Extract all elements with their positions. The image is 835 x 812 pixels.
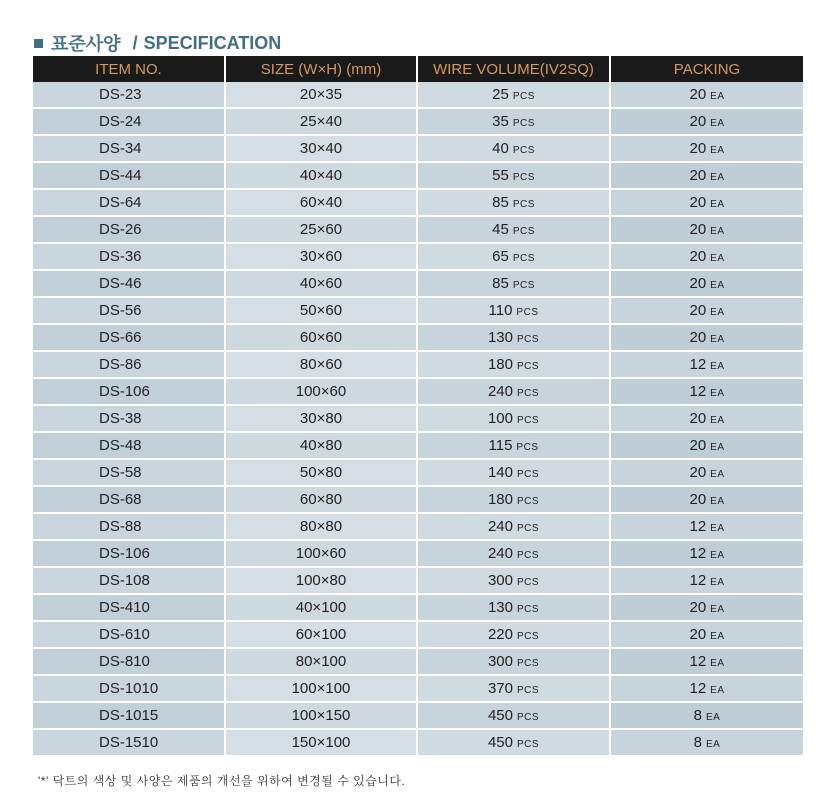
table-body [33, 82, 803, 756]
wire-volume-cell [417, 405, 610, 432]
header-row [33, 56, 803, 82]
size-cell: 60×60 [225, 324, 417, 351]
item-no-cell: DS-38 [33, 405, 225, 432]
packing-value: 12 [689, 383, 707, 400]
size-cell: 40×80 [225, 432, 417, 459]
packing-cell [610, 513, 803, 540]
header-packing: PACKING [610, 56, 803, 82]
packing-value: 12 [689, 518, 707, 535]
packing-value: 12 [689, 356, 707, 373]
wire-unit: PCS [516, 604, 540, 615]
wire-unit: PCS [516, 361, 540, 372]
item-no-cell: DS-108 [33, 567, 225, 594]
table-row [33, 432, 803, 459]
wire-volume-cell [417, 135, 610, 162]
packing-cell [610, 324, 803, 351]
packing-cell [610, 540, 803, 567]
packing-cell [610, 702, 803, 729]
wire-unit: PCS [516, 658, 540, 669]
item-no-cell: DS-810 [33, 648, 225, 675]
wire-unit: PCS [516, 469, 540, 480]
item-no-cell: DS-1015 [33, 702, 225, 729]
wire-volume-cell [417, 459, 610, 486]
wire-volume-value: 180 [487, 491, 513, 508]
size-cell: 40×60 [225, 270, 417, 297]
packing-value: 12 [689, 653, 707, 670]
wire-volume-value: 100 [487, 410, 513, 427]
item-no-cell: DS-48 [33, 432, 225, 459]
wire-volume-value: 240 [487, 383, 513, 400]
size-cell: 60×40 [225, 189, 417, 216]
item-no-cell: DS-66 [33, 324, 225, 351]
packing-cell [610, 567, 803, 594]
pack-unit: EA [710, 199, 725, 210]
packing-value: 20 [689, 329, 707, 346]
item-no-cell: DS-88 [33, 513, 225, 540]
header-item-no: ITEM NO. [33, 56, 225, 82]
wire-volume-value: 45 [492, 221, 509, 238]
wire-unit: PCS [516, 631, 540, 642]
wire-volume-cell [417, 108, 610, 135]
spec-table [33, 56, 803, 757]
packing-cell [610, 729, 803, 756]
table-row [33, 675, 803, 702]
pack-unit: EA [710, 361, 725, 372]
wire-unit: PCS [512, 226, 535, 237]
item-no-cell: DS-64 [33, 189, 225, 216]
size-cell: 30×40 [225, 135, 417, 162]
packing-value: 20 [689, 437, 707, 454]
packing-cell [610, 621, 803, 648]
pack-unit: EA [710, 172, 725, 183]
wire-volume-value: 130 [487, 329, 513, 346]
size-cell: 25×60 [225, 216, 417, 243]
item-no-cell: DS-58 [33, 459, 225, 486]
packing-cell [610, 243, 803, 270]
packing-cell [610, 648, 803, 675]
wire-unit: PCS [512, 280, 535, 291]
wire-volume-cell [417, 216, 610, 243]
item-no-cell: DS-610 [33, 621, 225, 648]
pack-unit: EA [710, 307, 725, 318]
wire-volume-value: 85 [492, 194, 509, 211]
size-cell: 40×40 [225, 162, 417, 189]
wire-volume-cell [417, 378, 610, 405]
wire-volume-value: 370 [487, 680, 513, 697]
size-cell: 100×100 [225, 675, 417, 702]
item-no-cell: DS-1510 [33, 729, 225, 756]
wire-volume-value: 300 [487, 653, 513, 670]
size-cell: 100×150 [225, 702, 417, 729]
item-no-cell: DS-86 [33, 351, 225, 378]
wire-unit: PCS [512, 172, 535, 183]
wire-volume-cell [417, 432, 610, 459]
wire-volume-value: 180 [487, 356, 513, 373]
table-row [33, 459, 803, 486]
packing-cell [610, 270, 803, 297]
item-no-cell: DS-1010 [33, 675, 225, 702]
packing-value: 20 [689, 113, 707, 130]
packing-value: 20 [689, 626, 707, 643]
item-no-cell: DS-68 [33, 486, 225, 513]
pack-unit: EA [710, 118, 725, 129]
table-row [33, 378, 803, 405]
pack-unit: EA [710, 334, 725, 345]
table-row [33, 108, 803, 135]
item-no-cell: DS-106 [33, 378, 225, 405]
wire-volume-value: 130 [487, 599, 513, 616]
pack-unit: EA [710, 145, 725, 156]
wire-volume-value: 450 [487, 734, 513, 751]
table-row [33, 486, 803, 513]
packing-value: 12 [689, 680, 707, 697]
table-row [33, 729, 803, 756]
size-cell: 150×100 [225, 729, 417, 756]
wire-volume-cell [417, 351, 610, 378]
wire-volume-value: 110 [488, 302, 513, 319]
item-no-cell: DS-46 [33, 270, 225, 297]
size-cell: 30×60 [225, 243, 417, 270]
wire-volume-value: 115 [488, 437, 513, 454]
wire-volume-cell [417, 621, 610, 648]
wire-unit: PCS [516, 523, 540, 534]
pack-unit: EA [710, 388, 725, 399]
table-row [33, 216, 803, 243]
table-row [33, 243, 803, 270]
pack-unit: EA [710, 523, 725, 534]
pack-unit: EA [710, 415, 725, 426]
table-row [33, 513, 803, 540]
wire-volume-cell [417, 648, 610, 675]
pack-unit: EA [710, 91, 725, 102]
packing-value: 8 [693, 734, 702, 751]
item-no-cell: DS-410 [33, 594, 225, 621]
item-no-cell: DS-106 [33, 540, 225, 567]
size-cell: 100×60 [225, 378, 417, 405]
size-cell: 60×100 [225, 621, 417, 648]
pack-unit: EA [710, 496, 725, 507]
pack-unit: EA [710, 604, 725, 615]
packing-value: 20 [689, 464, 707, 481]
packing-cell [610, 486, 803, 513]
pack-unit: EA [706, 739, 721, 750]
packing-value: 8 [693, 707, 702, 724]
packing-cell [610, 351, 803, 378]
wire-unit: PCS [512, 199, 535, 210]
item-no-cell: DS-36 [33, 243, 225, 270]
header-size: SIZE (W×H) (mm) [225, 56, 417, 82]
wire-unit: PCS [516, 307, 539, 318]
table-row [33, 324, 803, 351]
title-english: SPECIFICATION [143, 32, 282, 53]
table-row [33, 567, 803, 594]
pack-unit: EA [710, 469, 725, 480]
square-bullet-icon [34, 39, 43, 48]
size-cell: 30×80 [225, 405, 417, 432]
wire-unit: PCS [516, 739, 540, 750]
size-cell: 40×100 [225, 594, 417, 621]
table-row [33, 82, 803, 108]
table-row [33, 189, 803, 216]
wire-volume-value: 40 [492, 140, 509, 157]
table-row [33, 270, 803, 297]
table-row [33, 351, 803, 378]
wire-volume-value: 220 [487, 626, 513, 643]
wire-volume-cell [417, 675, 610, 702]
wire-volume-value: 140 [487, 464, 513, 481]
wire-volume-value: 25 [492, 86, 509, 103]
wire-volume-value: 300 [487, 572, 513, 589]
wire-unit: PCS [516, 712, 540, 723]
packing-cell [610, 135, 803, 162]
pack-unit: EA [706, 712, 721, 723]
table-row [33, 594, 803, 621]
wire-unit: PCS [516, 388, 540, 399]
packing-value: 20 [689, 194, 707, 211]
wire-volume-cell [417, 540, 610, 567]
wire-volume-cell [417, 702, 610, 729]
wire-unit: PCS [516, 496, 540, 507]
wire-volume-cell [417, 243, 610, 270]
pack-unit: EA [710, 577, 725, 588]
packing-cell [610, 675, 803, 702]
packing-value: 20 [689, 275, 707, 292]
wire-volume-value: 65 [492, 248, 509, 265]
packing-value: 20 [689, 221, 707, 238]
size-cell: 100×60 [225, 540, 417, 567]
wire-volume-cell [417, 189, 610, 216]
title-slash: / [132, 32, 138, 53]
table-row [33, 702, 803, 729]
packing-cell [610, 378, 803, 405]
item-no-cell: DS-56 [33, 297, 225, 324]
packing-value: 20 [689, 140, 707, 157]
size-cell: 80×100 [225, 648, 417, 675]
item-no-cell: DS-34 [33, 135, 225, 162]
wire-volume-cell [417, 486, 610, 513]
wire-volume-cell [417, 324, 610, 351]
item-no-cell: DS-26 [33, 216, 225, 243]
item-no-cell: DS-44 [33, 162, 225, 189]
pack-unit: EA [710, 442, 725, 453]
size-cell: 50×60 [225, 297, 417, 324]
pack-unit: EA [710, 253, 725, 264]
wire-volume-value: 55 [492, 167, 509, 184]
packing-cell [610, 162, 803, 189]
wire-volume-value: 85 [492, 275, 509, 292]
pack-unit: EA [710, 226, 725, 237]
packing-cell [610, 82, 803, 108]
table-row [33, 405, 803, 432]
wire-unit: PCS [512, 91, 535, 102]
packing-value: 20 [689, 410, 707, 427]
size-cell: 100×80 [225, 567, 417, 594]
table-row [33, 162, 803, 189]
table-row [33, 648, 803, 675]
packing-value: 12 [689, 572, 707, 589]
wire-unit: PCS [516, 685, 540, 696]
pack-unit: EA [710, 685, 725, 696]
packing-cell [610, 216, 803, 243]
table-row [33, 540, 803, 567]
packing-cell [610, 189, 803, 216]
title-korean: 표준사양 [51, 34, 121, 54]
table-row [33, 135, 803, 162]
wire-unit: PCS [516, 334, 540, 345]
packing-cell [610, 108, 803, 135]
packing-value: 20 [689, 491, 707, 508]
size-cell: 80×80 [225, 513, 417, 540]
wire-volume-value: 240 [487, 545, 513, 562]
wire-volume-cell [417, 594, 610, 621]
wire-volume-cell [417, 82, 610, 108]
wire-volume-cell [417, 270, 610, 297]
size-cell: 20×35 [225, 82, 417, 108]
wire-unit: PCS [512, 145, 535, 156]
header-wire-volume: WIRE VOLUME(IV2SQ) [417, 56, 610, 82]
wire-volume-cell [417, 162, 610, 189]
size-cell: 80×60 [225, 351, 417, 378]
wire-volume-value: 35 [492, 113, 509, 130]
wire-unit: PCS [512, 253, 535, 264]
wire-unit: PCS [516, 550, 540, 561]
wire-unit: PCS [512, 118, 535, 129]
item-no-cell: DS-24 [33, 108, 225, 135]
pack-unit: EA [710, 631, 725, 642]
wire-volume-value: 240 [487, 518, 513, 535]
size-cell: 25×40 [225, 108, 417, 135]
wire-unit: PCS [516, 415, 540, 426]
wire-volume-cell [417, 729, 610, 756]
packing-cell [610, 432, 803, 459]
packing-value: 20 [689, 302, 707, 319]
footnote: '*' 닥트의 색상 및 사양은 제품의 개선을 위하여 변경될 수 있습니다. [38, 774, 406, 788]
packing-cell [610, 297, 803, 324]
packing-cell [610, 459, 803, 486]
pack-unit: EA [710, 658, 725, 669]
pack-unit: EA [710, 550, 725, 561]
packing-value: 20 [689, 86, 707, 103]
table-row [33, 297, 803, 324]
packing-value: 20 [689, 599, 707, 616]
wire-unit: PCS [516, 577, 540, 588]
wire-volume-cell [417, 567, 610, 594]
packing-value: 12 [689, 545, 707, 562]
item-no-cell: DS-23 [33, 82, 225, 108]
table-row [33, 621, 803, 648]
wire-volume-value: 450 [487, 707, 513, 724]
packing-cell [610, 405, 803, 432]
pack-unit: EA [710, 280, 725, 291]
wire-unit: PCS [516, 442, 539, 453]
packing-value: 20 [689, 167, 707, 184]
size-cell: 60×80 [225, 486, 417, 513]
wire-volume-cell [417, 513, 610, 540]
packing-value: 20 [689, 248, 707, 265]
packing-cell [610, 594, 803, 621]
size-cell: 50×80 [225, 459, 417, 486]
wire-volume-cell [417, 297, 610, 324]
section-title [34, 30, 281, 56]
